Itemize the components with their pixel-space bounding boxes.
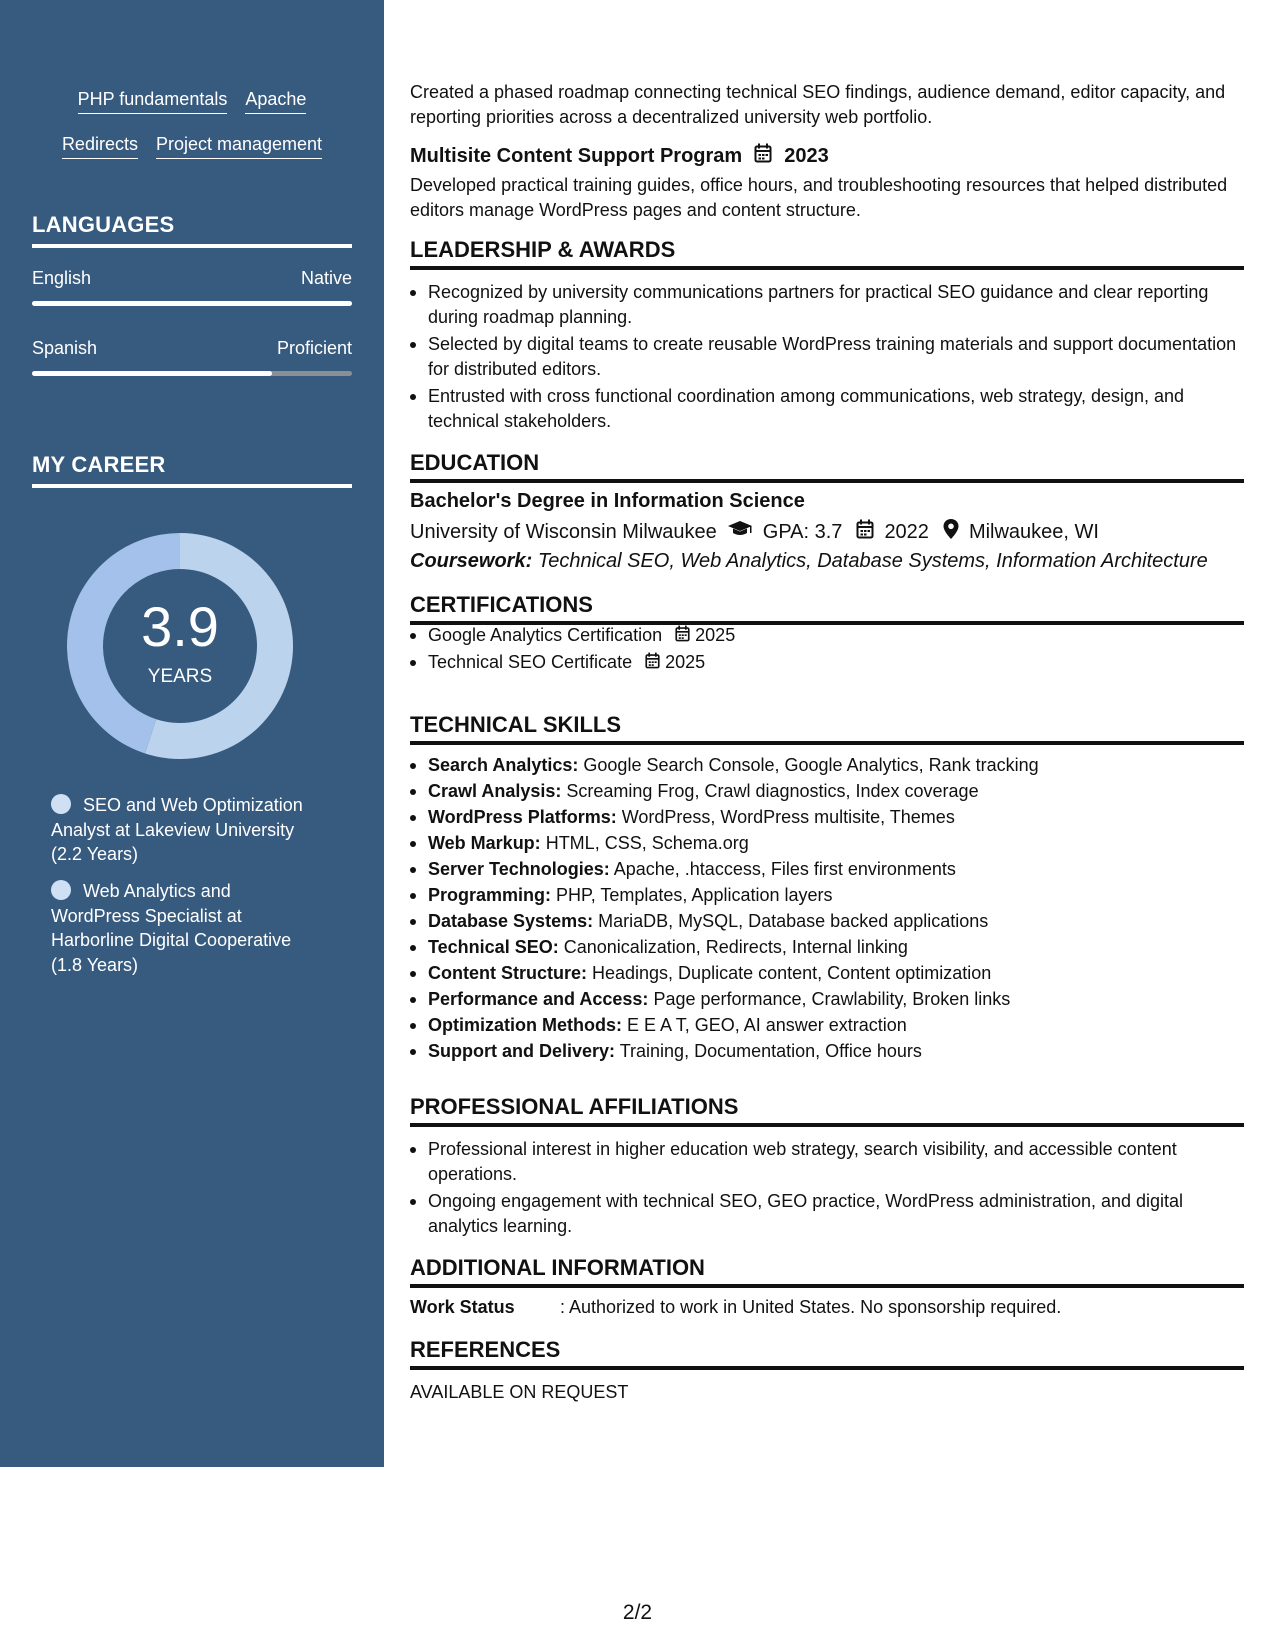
- gpa: GPA: 3.7: [762, 520, 843, 543]
- skill-label: Support and Delivery:: [428, 1041, 616, 1061]
- skill-label: Search Analytics:: [428, 755, 579, 775]
- work-status-label: Work Status: [410, 1297, 515, 1317]
- skill-row: [410, 831, 1244, 856]
- section-heading-additional-information: ADDITIONAL INFORMATION: [410, 1255, 1244, 1288]
- coursework: [410, 550, 1244, 573]
- career-entry-text: SEO and Web Optimization Analyst at Lakeview University (2.2 Years): [51, 795, 303, 864]
- career-donut-chart: [67, 533, 293, 759]
- career-dot-icon: [51, 880, 71, 900]
- list-item: Entrusted with cross functional coordination among communications, web strategy, design, and technical stakeholders.: [410, 384, 1244, 433]
- calendar-icon: [856, 519, 874, 545]
- project-year: 2023: [784, 144, 829, 167]
- calendar-icon: [675, 624, 690, 649]
- language-spanish: [32, 338, 352, 376]
- school-name: University of Wisconsin Milwaukee: [410, 520, 717, 543]
- intro-text: Created a phased roadmap connecting technical SEO findings, audience demand, editor capacity, and reporting priorities across a decentralized university web portfolio.: [410, 82, 1226, 127]
- certifications-list: [410, 623, 1244, 675]
- certification-name: Google Analytics Certification: [428, 625, 663, 645]
- coursework-list: Technical SEO, Web Analytics, Database Systems, Information Architecture: [537, 550, 1208, 572]
- career-heading: MY CAREER: [32, 452, 352, 488]
- skill-value: Training, Documentation, Office hours: [615, 1041, 922, 1061]
- certification-year: 2025: [695, 625, 736, 645]
- degree-title: Bachelor's Degree in Information Science: [410, 490, 805, 512]
- skill-label: Web Markup:: [428, 833, 541, 853]
- career-entry: [51, 793, 321, 867]
- skill-row: [410, 987, 1244, 1012]
- skill-label: Programming:: [428, 885, 552, 905]
- skill-label: WordPress Platforms:: [428, 807, 617, 827]
- skill-value: HTML, CSS, Schema.org: [540, 833, 749, 853]
- calendar-icon: [754, 143, 772, 169]
- section-heading-certifications: CERTIFICATIONS: [410, 592, 1244, 625]
- section-heading-technical-skills: TECHNICAL SKILLS: [410, 712, 1244, 745]
- skill-label: Database Systems:: [428, 911, 594, 931]
- skill-value: PHP, Templates, Application layers: [551, 885, 833, 905]
- skill-value: Screaming Frog, Crawl diagnostics, Index coverage: [561, 781, 979, 801]
- section-heading-affiliations: PROFESSIONAL AFFILIATIONS: [410, 1094, 1244, 1127]
- career-total-years: 3.9: [141, 595, 219, 658]
- work-status-value: : Authorized to work in United States. No sponsorship required.: [560, 1297, 1062, 1317]
- skill-value: E E A T, GEO, AI answer extraction: [621, 1015, 907, 1035]
- skill-label: Performance and Access:: [428, 989, 649, 1009]
- skill-label: Crawl Analysis:: [428, 781, 562, 801]
- certification-name: Technical SEO Certificate: [428, 651, 633, 672]
- career-total-unit: YEARS: [147, 666, 213, 687]
- skill-label: Technical SEO:: [428, 937, 559, 957]
- career-dot-icon: [51, 794, 71, 814]
- page-number: 2/2: [622, 1601, 653, 1624]
- language-bar: [32, 371, 352, 376]
- graduation-cap-icon: [727, 520, 753, 544]
- list-item: Selected by digital teams to create reusable WordPress training materials and support documentation for distributed editors.: [410, 332, 1244, 381]
- calendar-icon: [645, 651, 660, 676]
- language-english: [32, 268, 352, 306]
- list-item: Ongoing engagement with technical SEO, GEO practice, WordPress administration, and digital analytics learning.: [410, 1189, 1244, 1238]
- skill-row: [410, 961, 1244, 986]
- skill-row: [410, 909, 1244, 934]
- skill-tags-row: [0, 88, 384, 114]
- project-title: Multisite Content Support Program: [410, 144, 743, 167]
- skill-row: [410, 857, 1244, 882]
- work-status-row: [410, 1297, 1244, 1318]
- skill-label: Optimization Methods:: [428, 1015, 622, 1035]
- skill-value: Canonicalization, Redirects, Internal linking: [558, 937, 908, 957]
- education-entry: [410, 490, 1244, 573]
- language-level: Proficient: [276, 338, 352, 358]
- section-heading-education: EDUCATION: [410, 450, 1244, 483]
- career-entry: [51, 879, 321, 977]
- graduation-year: 2022: [884, 520, 929, 543]
- skill-row: [410, 1013, 1244, 1038]
- skill-row: [410, 805, 1244, 830]
- location-pin-icon: [943, 519, 959, 545]
- section-heading-references: REFERENCES: [410, 1337, 1244, 1370]
- sidebar: [0, 0, 384, 1467]
- list-item: Professional interest in higher education web strategy, search visibility, and accessible content operations.: [410, 1137, 1244, 1186]
- language-bar-fill: [32, 371, 272, 376]
- skill-row: [410, 1039, 1244, 1064]
- skill-tag: Redirects: [62, 133, 138, 159]
- skill-value: Headings, Duplicate content, Content optimization: [587, 963, 992, 983]
- school-location: Milwaukee, WI: [968, 520, 1099, 543]
- references-text: AVAILABLE ON REQUEST: [410, 1382, 629, 1402]
- affiliations-list: [410, 1137, 1244, 1238]
- languages-heading: LANGUAGES: [32, 212, 352, 248]
- skill-value: Apache, .htaccess, Files first environments: [609, 859, 956, 879]
- skill-tag: Apache: [245, 88, 306, 114]
- skill-tags-row: [0, 133, 384, 159]
- skill-row: [410, 883, 1244, 908]
- skill-row: [410, 779, 1244, 804]
- career-entry-text: Web Analytics and WordPress Specialist at Harborline Digital Cooperative (1.8 Years): [51, 881, 292, 975]
- skills-list: [410, 753, 1244, 1065]
- skill-value: Google Search Console, Google Analytics, Rank tracking: [578, 755, 1039, 775]
- skill-row: [410, 935, 1244, 960]
- language-level: Native: [300, 268, 352, 288]
- list-item: Recognized by university communications partners for practical SEO guidance and clear reporting during roadmap planning.: [410, 280, 1244, 329]
- list-item: [410, 650, 1244, 676]
- section-heading-leadership: LEADERSHIP & AWARDS: [410, 237, 1244, 270]
- language-name: English: [32, 268, 92, 288]
- skill-tag: PHP fundamentals: [78, 88, 228, 114]
- leadership-list: [410, 280, 1244, 433]
- skill-value: MariaDB, MySQL, Database backed applications: [593, 911, 989, 931]
- skill-value: Page performance, Crawlability, Broken links: [648, 989, 1011, 1009]
- skill-label: Content Structure:: [428, 963, 587, 983]
- certification-year: 2025: [665, 651, 706, 672]
- skill-row: [410, 753, 1244, 778]
- project-description: Developed practical training guides, office hours, and troubleshooting resources that helped distributed editors manage WordPress pages and content structure.: [410, 175, 1228, 220]
- list-item: [410, 623, 1244, 649]
- skill-label: Server Technologies:: [428, 859, 610, 879]
- skill-tag: Project management: [156, 133, 322, 159]
- language-name: Spanish: [32, 338, 98, 358]
- language-bar: [32, 301, 352, 306]
- project-entry: [410, 143, 1244, 222]
- coursework-label: Coursework:: [410, 550, 533, 572]
- skill-value: WordPress, WordPress multisite, Themes: [616, 807, 955, 827]
- language-bar-fill: [32, 301, 352, 306]
